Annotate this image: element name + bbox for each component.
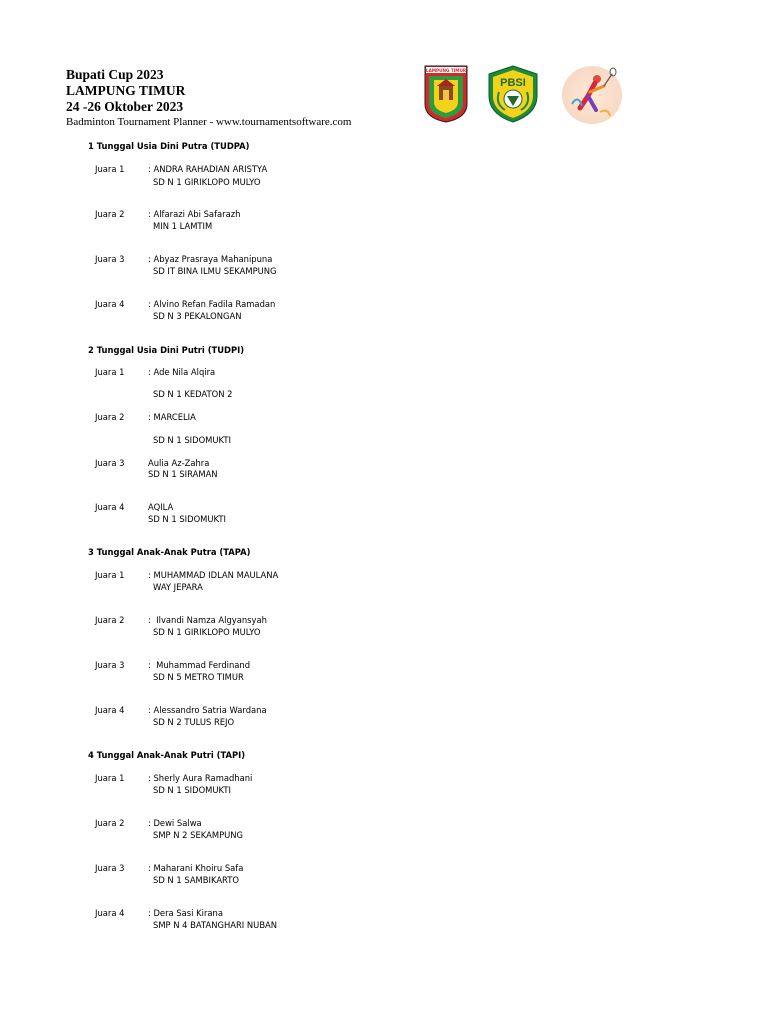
- school-name: SD N 1 KEDATON 2: [153, 389, 233, 399]
- school-name: SD N 3 PEKALONGAN: [153, 311, 242, 321]
- svg-text:LAMPUNG TIMUR: LAMPUNG TIMUR: [425, 68, 467, 73]
- rank-label: Juara 3: [95, 660, 125, 670]
- player-name: : Dera Sasi Kirana: [148, 908, 223, 918]
- player-name: : Ade Nila Alqira: [148, 367, 216, 377]
- rank-label: Juara 2: [95, 209, 125, 219]
- rank-label: Juara 4: [95, 908, 125, 918]
- school-name: SD N 1 SIDOMUKTI: [148, 514, 226, 524]
- rank-label: Juara 4: [95, 502, 125, 512]
- rank-label: Juara 2: [95, 412, 125, 422]
- player-name: : Muhammad Ferdinand: [148, 660, 251, 670]
- category-title: 4 Tunggal Anak-Anak Putri (TAPI): [88, 750, 246, 760]
- badminton-player-logo: [560, 64, 624, 126]
- category-title: 1 Tunggal Usia Dini Putra (TUDPA): [88, 141, 250, 151]
- tournament-region: LAMPUNG TIMUR: [66, 83, 186, 98]
- planner-credit: Badminton Tournament Planner - www.tournamentsoftware.com: [66, 116, 352, 128]
- player-name: : MARCELIA: [148, 412, 196, 422]
- player-name: : Alvino Refan Fadila Ramadan: [148, 299, 276, 309]
- rank-label: Juara 3: [95, 254, 125, 264]
- category-title: 3 Tunggal Anak-Anak Putra (TAPA): [88, 547, 251, 557]
- lampung-timur-emblem: [423, 64, 469, 124]
- rank-label: Juara 1: [95, 773, 125, 783]
- pbsi-emblem: [485, 64, 541, 124]
- school-name: SD N 2 TULUS REJO: [153, 717, 235, 727]
- document-header: [66, 67, 351, 129]
- svg-text:PBSI: PBSI: [500, 77, 526, 89]
- player-name: : Maharani Khoiru Safa: [148, 863, 244, 873]
- rank-label: Juara 1: [95, 367, 125, 377]
- school-name: SD N 1 SAMBIKARTO: [153, 875, 239, 885]
- rank-label: Juara 1: [95, 164, 125, 174]
- school-name: SD N 1 SIRAMAN: [148, 469, 218, 479]
- school-name: SD N 1 GIRIKLOPO MULYO: [153, 177, 261, 187]
- player-name: : MUHAMMAD IDLAN MAULANA: [148, 570, 279, 580]
- tournament-title: Bupati Cup 2023: [66, 67, 164, 82]
- player-name: : ANDRA RAHADIAN ARISTYA: [148, 164, 268, 174]
- school-name: MIN 1 LAMTIM: [153, 221, 213, 231]
- player-name: AQILA: [148, 502, 174, 512]
- school-name: WAY JEPARA: [153, 582, 203, 592]
- rank-label: Juara 2: [95, 818, 125, 828]
- player-name: : Alessandro Satria Wardana: [148, 705, 267, 715]
- player-name: : Sherly Aura Ramadhani: [148, 773, 253, 783]
- school-name: SD N 5 METRO TIMUR: [153, 672, 244, 682]
- school-name: SMP N 2 SEKAMPUNG: [153, 830, 244, 840]
- school-name: SD N 1 GIRIKLOPO MULYO: [153, 627, 261, 637]
- category-title: 2 Tunggal Usia Dini Putri (TUDPI): [88, 345, 245, 355]
- tournament-dates: 24 -26 Oktober 2023: [66, 99, 184, 114]
- school-name: SD N 1 SIDOMUKTI: [153, 785, 231, 795]
- school-name: SD N 1 SIDOMUKTI: [153, 435, 231, 445]
- rank-label: Juara 1: [95, 570, 125, 580]
- school-name: SMP N 4 BATANGHARI NUBAN: [153, 920, 278, 930]
- rank-label: Juara 2: [95, 615, 125, 625]
- rank-label: Juara 4: [95, 705, 125, 715]
- rank-label: Juara 3: [95, 458, 125, 468]
- player-name: : Dewi Salwa: [148, 818, 202, 828]
- player-name: : Abyaz Prasraya Mahanipuna: [148, 254, 273, 264]
- rank-label: Juara 4: [95, 299, 125, 309]
- rank-label: Juara 3: [95, 863, 125, 873]
- player-name: Aulia Az-Zahra: [148, 458, 210, 468]
- school-name: SD IT BINA ILMU SEKAMPUNG: [153, 266, 277, 276]
- player-name: : Alfarazi Abi Safarazh: [148, 209, 241, 219]
- player-name: : Ilvandi Namza Algyansyah: [148, 615, 267, 625]
